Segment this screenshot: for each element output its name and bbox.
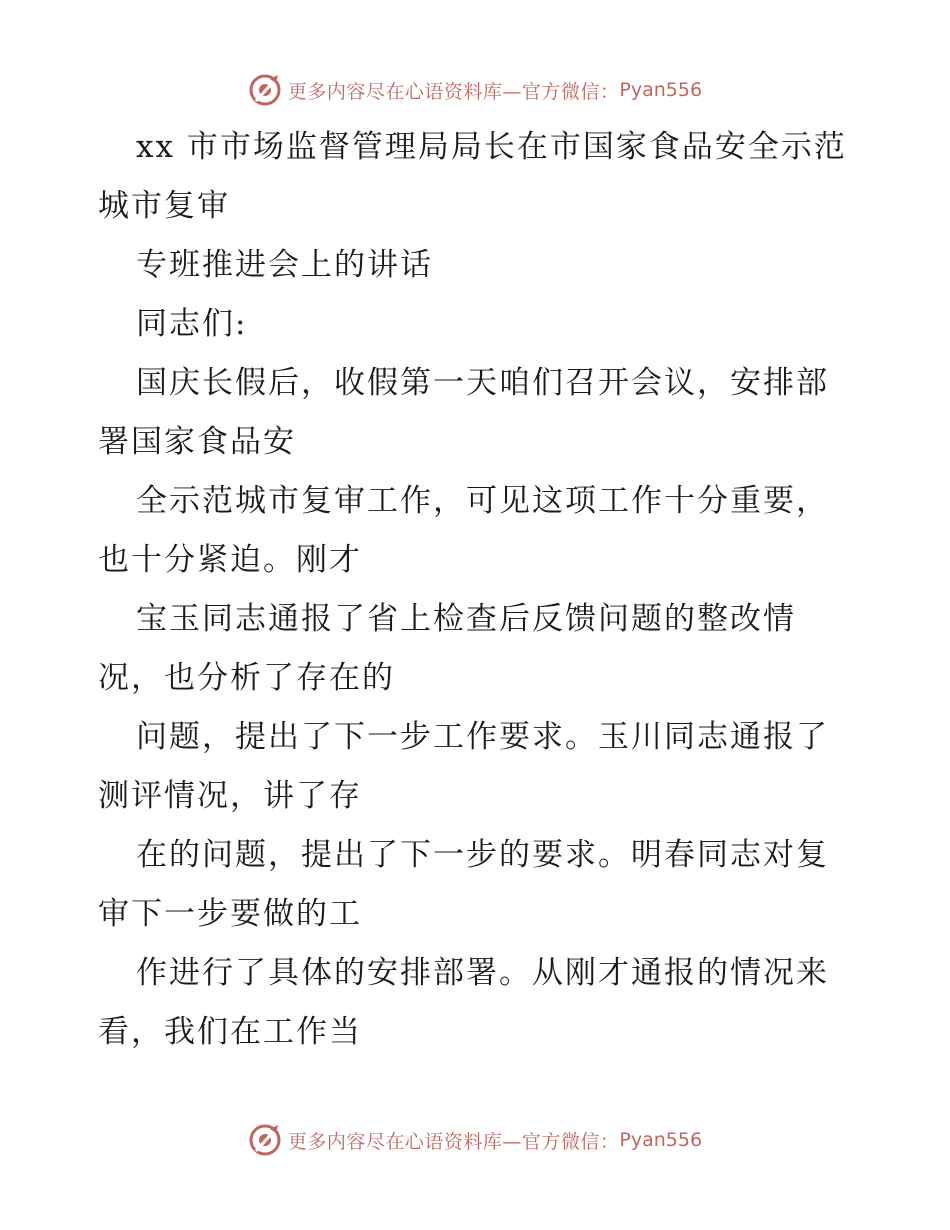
subtitle-line: 专班推进会上的讲话: [136, 247, 433, 283]
header-banner: [0, 70, 950, 110]
footer-banner: [0, 1120, 950, 1160]
header-text: 更多内容尽在心语资料库—官方微信：: [287, 80, 620, 103]
footer-wechat-id: Pyan556: [619, 1129, 703, 1151]
logo-icon: [248, 73, 282, 107]
logo-icon: [248, 1123, 282, 1157]
paragraph: 国庆长假后，收假第一天咱们召开会议，安排部署国家食品安: [98, 365, 829, 460]
paragraph: 宝玉同志通报了省上检查后反馈问题的整改情况，也分析了存在的: [98, 601, 796, 696]
salutation: 同志们:: [136, 306, 248, 342]
footer-text: 更多内容尽在心语资料库—官方微信：: [287, 1130, 620, 1153]
paragraph: 问题，提出了下一步工作要求。玉川同志通报了测评情况，讲了存: [98, 719, 829, 814]
paragraph: 作进行了具体的安排部署。从刚才通报的情况来看，我们在工作当: [98, 955, 829, 1050]
header-wechat-id: Pyan556: [619, 79, 703, 101]
title-line: xx 市市场监督管理局局长在市国家食品安全示范城市复审: [98, 129, 847, 224]
document-body: [98, 118, 858, 1062]
paragraph: 在的问题，提出了下一步的要求。明春同志对复审下一步要做的工: [98, 837, 829, 932]
paragraph: 全示范城市复审工作，可见这项工作十分重要，也十分紧迫。刚才: [98, 483, 829, 578]
